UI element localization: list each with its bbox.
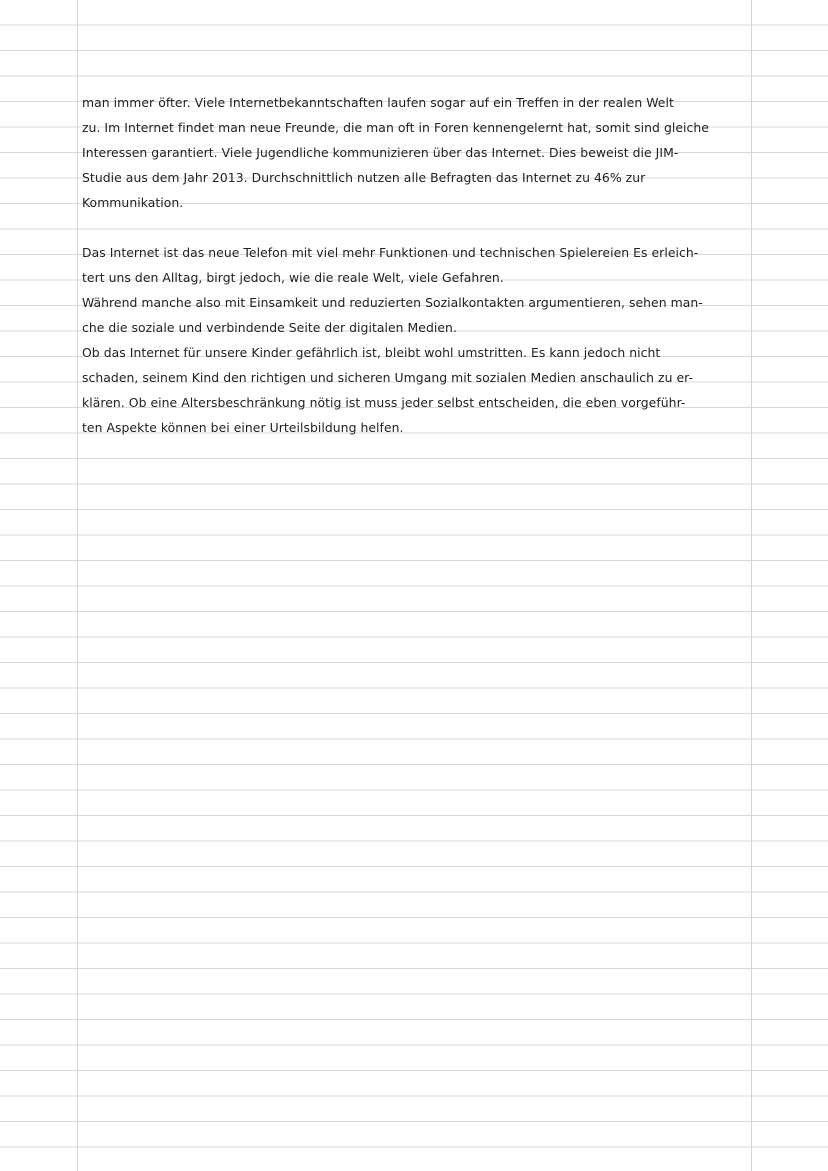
text-line: schaden, seinem Kind den richtigen und sicheren Umgang mit sozialen Medien anschaulich zu er- (82, 370, 694, 385)
text-line: ten Aspekte können bei einer Urteilsbildung helfen. (82, 420, 404, 435)
text-line: tert uns den Alltag, birgt jedoch, wie die reale Welt, viele Gefahren. (82, 270, 504, 285)
text-line: Interessen garantiert. Viele Jugendliche kommunizieren über das Internet. Dies beweist die JIM- (82, 145, 679, 160)
text-line: Das Internet ist das neue Telefon mit viel mehr Funktionen und technischen Spielereien Es erleich- (82, 245, 699, 260)
left-margin-line (77, 0, 78, 1171)
right-margin-line (751, 0, 752, 1171)
text-line: klären. Ob eine Altersbeschränkung nötig ist muss jeder selbst entscheiden, die eben vorgeführ- (82, 395, 686, 410)
text-line: man immer öfter. Viele Internetbekanntschaften laufen sogar auf ein Treffen in der realen Welt (82, 95, 674, 110)
text-line: Kommunikation. (82, 195, 184, 210)
text-line: Während manche also mit Einsamkeit und reduzierten Sozialkontakten argumentieren, sehen man- (82, 295, 703, 310)
text-line: Studie aus dem Jahr 2013. Durchschnittlich nutzen alle Befragten das Internet zu 46% zur (82, 170, 646, 185)
paragraph-1 (82, 90, 750, 215)
paragraph-2 (82, 240, 750, 440)
text-line: zu. Im Internet findet man neue Freunde, die man oft in Foren kennengelernt hat, somit sind gleiche (82, 120, 709, 135)
text-line: che die soziale und verbindende Seite der digitalen Medien. (82, 320, 457, 335)
text-line: Ob das Internet für unsere Kinder gefährlich ist, bleibt wohl umstritten. Es kann jedoch nicht (82, 345, 661, 360)
